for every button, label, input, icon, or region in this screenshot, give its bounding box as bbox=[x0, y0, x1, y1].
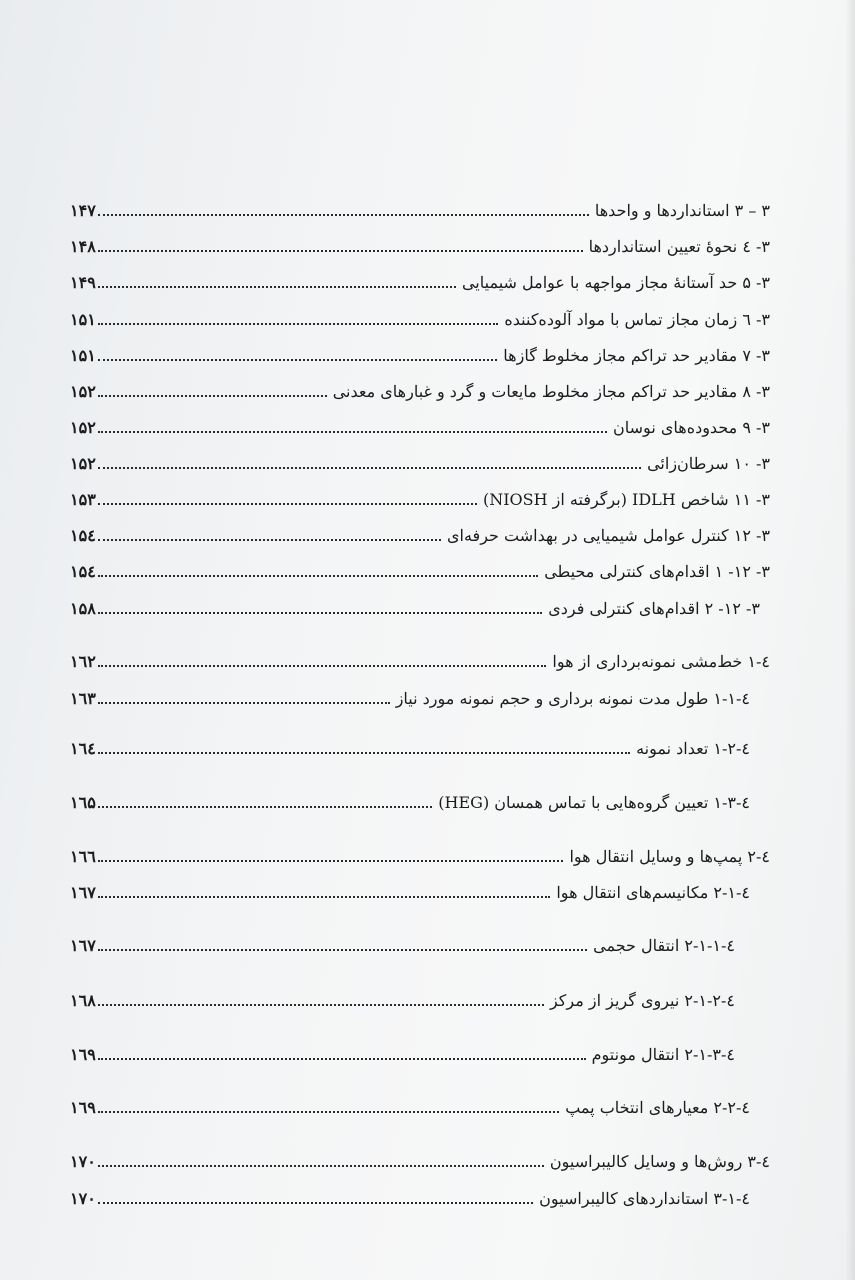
toc-leader-dots bbox=[98, 752, 630, 754]
toc-entry-title: ۳ – ۳ استانداردها و واحدها bbox=[594, 201, 770, 220]
toc-entry bbox=[70, 1180, 750, 1210]
toc-entry-page: ۱٦۹ bbox=[70, 1098, 96, 1117]
toc-entry-page: ۱۵۱ bbox=[70, 346, 96, 365]
toc-entry bbox=[70, 680, 750, 710]
toc-leader-dots bbox=[98, 806, 433, 808]
toc-leader-dots bbox=[98, 1111, 559, 1113]
toc-entry-page: ۱۵٤ bbox=[70, 526, 96, 545]
toc-entry-page: ۱۵٤ bbox=[70, 562, 96, 581]
toc-entry-page: ۱۵۲ bbox=[70, 418, 96, 437]
toc-entry-page: ۱٦٤ bbox=[70, 739, 96, 758]
toc-leader-dots bbox=[98, 214, 589, 216]
toc-leader-dots bbox=[98, 665, 547, 667]
toc-entry-page: ۱٦۵ bbox=[70, 793, 96, 812]
toc-entry-title: ٤-۲-۱-۱ انتقال حجمی bbox=[593, 936, 735, 955]
toc-entry-title: ٤-۱-۱ طول مدت نمونه برداری و حجم نمونه مورد نیاز bbox=[395, 689, 750, 708]
toc-entry-title: ۳- ۱۲ کنترل عوامل شیمیایی در بهداشت حرفه‌ای bbox=[447, 526, 770, 545]
toc-entry bbox=[70, 409, 770, 439]
toc-entry-page: ۱۴۹ bbox=[70, 273, 96, 292]
toc-entry-page: ۱۴۸ bbox=[70, 237, 96, 256]
toc-entry bbox=[70, 1143, 770, 1173]
toc-entry-page: ۱٦۳ bbox=[70, 689, 96, 708]
toc-entry bbox=[70, 1036, 735, 1066]
toc-entry-title: ٤-۲ پمپ‌ها و وسایل انتقال هوا bbox=[569, 847, 770, 866]
toc-leader-dots bbox=[98, 575, 538, 577]
toc-entry-title: ٤-۱-۲ تعداد نمونه bbox=[636, 739, 750, 758]
toc-entry bbox=[70, 337, 770, 367]
toc-entry bbox=[70, 838, 770, 868]
toc-entry bbox=[70, 445, 770, 475]
toc-leader-dots bbox=[98, 896, 551, 898]
toc-entry-page: ۱۴۷ bbox=[70, 201, 96, 220]
toc-leader-dots bbox=[98, 250, 583, 252]
toc-leader-dots bbox=[98, 949, 587, 951]
toc-entry-title: ۳- ۷ مقادیر حد تراکم مجاز مخلوط گازها bbox=[503, 346, 770, 365]
toc-leader-dots bbox=[98, 503, 477, 505]
toc-entry-page: ۱۷۰ bbox=[70, 1189, 96, 1208]
toc-leader-dots bbox=[98, 395, 327, 397]
toc-entry bbox=[70, 553, 770, 583]
toc-entry bbox=[70, 730, 750, 760]
toc-entry-title: ۳- ۱۲- ۲ اقدام‌های کنترلی فردی bbox=[548, 599, 760, 618]
toc-entry-title: ۳- ۵ حد آستانهٔ مجاز مواجهه با عوامل شیمیایی bbox=[461, 273, 770, 292]
toc-entry bbox=[70, 874, 750, 904]
toc-leader-dots bbox=[98, 323, 499, 325]
toc-entry-title: ٤-۲-۱-۳ انتقال مونتوم bbox=[591, 1045, 735, 1064]
toc-entry-title: ۳- ٦ زمان مجاز تماس با مواد آلوده‌کننده bbox=[504, 310, 770, 329]
toc-leader-dots bbox=[98, 1004, 544, 1006]
toc-leader-dots bbox=[98, 1202, 533, 1204]
toc-entry-page: ۱٦۷ bbox=[70, 936, 96, 955]
toc-entry bbox=[70, 481, 770, 511]
toc-entry-title: ۳- ۹ محدوده‌های نوسان bbox=[613, 418, 770, 437]
toc-entry-title: ٤-۱ خط‌مشی نمونه‌برداری از هوا bbox=[552, 652, 770, 671]
toc-entry-title: ۳- ۸ مقادیر حد تراکم مجاز مخلوط مایعات و گرد و غبارهای معدنی bbox=[332, 382, 770, 401]
toc-leader-dots bbox=[98, 860, 564, 862]
toc-entry bbox=[70, 301, 770, 331]
toc-leader-dots bbox=[98, 467, 641, 469]
toc-entry bbox=[70, 784, 750, 814]
toc-entry-title: ۳- ۱۰ سرطان‌زائی bbox=[647, 454, 770, 473]
toc-leader-dots bbox=[98, 1058, 586, 1060]
toc-leader-dots bbox=[98, 539, 441, 541]
toc-entry-title: ۳- ٤ نحوهٔ تعیین استانداردها bbox=[588, 237, 770, 256]
toc-leader-dots bbox=[98, 286, 456, 288]
toc-leader-dots bbox=[98, 359, 498, 361]
toc-entry-page: ۱٦۸ bbox=[70, 991, 96, 1010]
toc-entry bbox=[70, 517, 770, 547]
toc-leader-dots bbox=[98, 1165, 544, 1167]
toc-entry bbox=[70, 982, 735, 1012]
toc-entry bbox=[70, 373, 770, 403]
toc-entry-title: ٤-۲-۱ مکانیسم‌های انتقال هوا bbox=[556, 883, 750, 902]
toc-entry-page: ۱۵۲ bbox=[70, 454, 96, 473]
toc-entry-title: ٤-۳ روش‌ها و وسایل کالیبراسیون bbox=[549, 1152, 770, 1171]
toc-entry-page: ۱۷۰ bbox=[70, 1152, 96, 1171]
toc-entry-page: ۱٦۹ bbox=[70, 1045, 96, 1064]
toc-entry-title: ٤-۲-۲ معیارهای انتخاب پمپ bbox=[565, 1098, 750, 1117]
toc-entry-page: ۱۵۲ bbox=[70, 382, 96, 401]
toc-leader-dots bbox=[98, 431, 607, 433]
toc-entry bbox=[70, 264, 770, 294]
toc-entry-page: ۱۵۸ bbox=[70, 599, 96, 618]
toc-entry-page: ۱٦٦ bbox=[70, 847, 96, 866]
toc-entry-page: ۱۵۱ bbox=[70, 310, 96, 329]
toc-leader-dots bbox=[98, 612, 542, 614]
toc-entry-page: ۱۵۳ bbox=[70, 490, 96, 509]
toc-entry-page: ۱٦۲ bbox=[70, 652, 96, 671]
toc-entry-title: ٤-۳-۱ استانداردهای کالیبراسیون bbox=[539, 1189, 750, 1208]
toc-entry bbox=[70, 643, 770, 673]
toc-entry-title: ٤-۲-۱-۲ نیروی گریز از مرکز bbox=[549, 991, 735, 1010]
toc-entry-title: ۳- ۱۲- ۱ اقدام‌های کنترلی محیطی bbox=[544, 562, 770, 581]
toc-entry bbox=[70, 228, 770, 258]
toc-entry-page: ۱٦۷ bbox=[70, 883, 96, 902]
toc-entry bbox=[70, 192, 770, 222]
toc-entry bbox=[70, 927, 735, 957]
toc-entry bbox=[70, 590, 760, 620]
toc-leader-dots bbox=[98, 702, 390, 704]
toc-entry-title: ٤-۱-۳ تعیین گروه‌هایی با تماس همسان (HEG) bbox=[438, 793, 750, 812]
page-edge-shadow bbox=[845, 0, 855, 1280]
toc-entry-title: ۳- ۱۱ شاخص IDLH (برگرفته از NIOSH) bbox=[482, 490, 770, 509]
toc-entry bbox=[70, 1089, 750, 1119]
